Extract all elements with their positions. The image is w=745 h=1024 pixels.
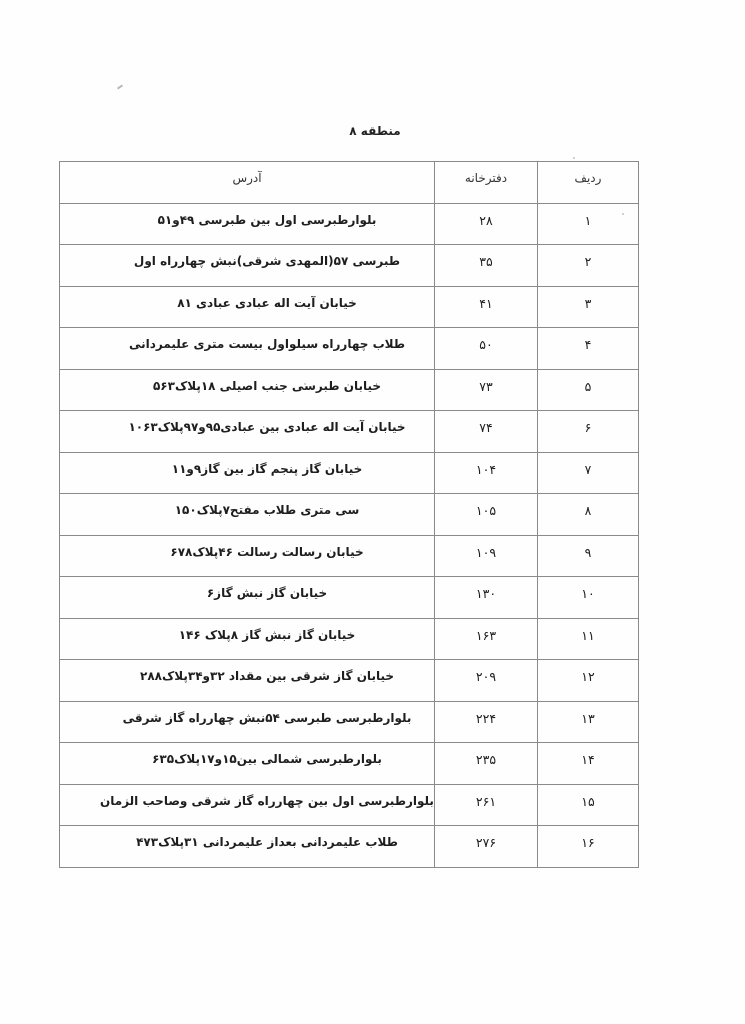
header-row-number: ردیف xyxy=(538,162,639,204)
address-cell: طلاب علیمردانی بعداز علیمردانی ۳۱پلاک۴۷۳ xyxy=(60,826,435,868)
row-number-cell: ۵ xyxy=(538,369,639,411)
table-row xyxy=(60,784,639,826)
table-row xyxy=(60,411,639,453)
office-number-cell: ۳۵ xyxy=(435,245,538,287)
address-cell: سی متری طلاب مفتح۷پلاک۱۵۰ xyxy=(60,494,435,536)
address-cell: خیابان گاز نبش گاز۶ xyxy=(60,577,435,619)
row-number-cell: ۲ xyxy=(538,245,639,287)
notary-offices-table xyxy=(59,161,639,868)
row-number-cell: ۳ xyxy=(538,286,639,328)
row-number-cell: ۴ xyxy=(538,328,639,370)
office-number-cell: ۱۰۴ xyxy=(435,452,538,494)
table-header-row xyxy=(60,162,639,204)
office-number-cell: ۱۶۳ xyxy=(435,618,538,660)
table-row xyxy=(60,369,639,411)
row-number-cell: ۱۳ xyxy=(538,701,639,743)
row-number-cell: ۸ xyxy=(538,494,639,536)
address-cell: خیابان گاز نبش گاز ۸پلاک ۱۴۶ xyxy=(60,618,435,660)
row-number-cell: ۱ xyxy=(538,203,639,245)
office-number-cell: ۱۳۰ xyxy=(435,577,538,619)
office-number-cell: ۵۰ xyxy=(435,328,538,370)
office-number-cell: ۷۳ xyxy=(435,369,538,411)
office-number-cell: ۲۰۹ xyxy=(435,660,538,702)
row-number-cell: ۱۵ xyxy=(538,784,639,826)
scan-artifact-mark xyxy=(117,84,123,89)
row-number-cell: ۹ xyxy=(538,535,639,577)
office-number-cell: ۲۸ xyxy=(435,203,538,245)
address-cell: خیابان طبرسی جنب اصیلی ۱۸پلاک۵۶۳ xyxy=(60,369,435,411)
page-title: منطقه ۸ xyxy=(349,124,401,138)
table-row xyxy=(60,577,639,619)
address-cell: بلوارطبرسی شمالی بین۱۵و۱۷پلاک۶۳۵ xyxy=(60,743,435,785)
office-number-cell: ۲۶۱ xyxy=(435,784,538,826)
address-cell: خیابان گاز شرقی بین مقداد ۳۲و۳۴پلاک۲۸۸ xyxy=(60,660,435,702)
address-cell: بلوارطبرسی طبرسی ۵۴نبش چهارراه گاز شرقی xyxy=(60,701,435,743)
table-row xyxy=(60,328,639,370)
address-cell: خیابان رسالت رسالت ۴۶پلاک۶۷۸ xyxy=(60,535,435,577)
table-row xyxy=(60,618,639,660)
table-row xyxy=(60,494,639,536)
row-number-cell: ۶ xyxy=(538,411,639,453)
address-cell: بلوارطبرسی اول بین چهارراه گاز شرقی وصاحب الزمان xyxy=(60,784,435,826)
table-row xyxy=(60,245,639,287)
address-cell: خیابان آیت اله عبادی بین عبادی۹۵و۹۷پلاک۱۰۶۳ xyxy=(60,411,435,453)
office-number-cell: ۲۳۵ xyxy=(435,743,538,785)
office-number-cell: ۴۱ xyxy=(435,286,538,328)
row-number-cell: ۱۱ xyxy=(538,618,639,660)
office-number-cell: ۲۷۶ xyxy=(435,826,538,868)
address-cell: طبرسی ۵۷(المهدی شرقی)نبش چهارراه اول xyxy=(60,245,435,287)
address-cell: خیابان آیت اله عبادی عبادی ۸۱ xyxy=(60,286,435,328)
address-cell: بلوارطبرسی اول بین طبرسی ۴۹و۵۱ xyxy=(60,203,435,245)
table-row xyxy=(60,452,639,494)
row-number-cell: ۱۲ xyxy=(538,660,639,702)
row-number-cell: ۱۰ xyxy=(538,577,639,619)
address-cell: طلاب چهارراه سیلواول بیست متری علیمردانی xyxy=(60,328,435,370)
table-row xyxy=(60,286,639,328)
office-number-cell: ۱۰۹ xyxy=(435,535,538,577)
table-row xyxy=(60,660,639,702)
row-number-cell: ۱۶ xyxy=(538,826,639,868)
row-number-cell: ۷ xyxy=(538,452,639,494)
scan-artifact-dot xyxy=(573,157,575,159)
table-row xyxy=(60,826,639,868)
row-number-cell: ۱۴ xyxy=(538,743,639,785)
table-row xyxy=(60,203,639,245)
address-cell: خیابان گاز پنجم گاز بین گاز۹و۱۱ xyxy=(60,452,435,494)
header-address: آدرس xyxy=(60,162,435,204)
header-office: دفترخانه xyxy=(435,162,538,204)
table-row xyxy=(60,743,639,785)
office-number-cell: ۱۰۵ xyxy=(435,494,538,536)
table-row xyxy=(60,701,639,743)
table-row xyxy=(60,535,639,577)
office-number-cell: ۲۲۴ xyxy=(435,701,538,743)
office-number-cell: ۷۴ xyxy=(435,411,538,453)
